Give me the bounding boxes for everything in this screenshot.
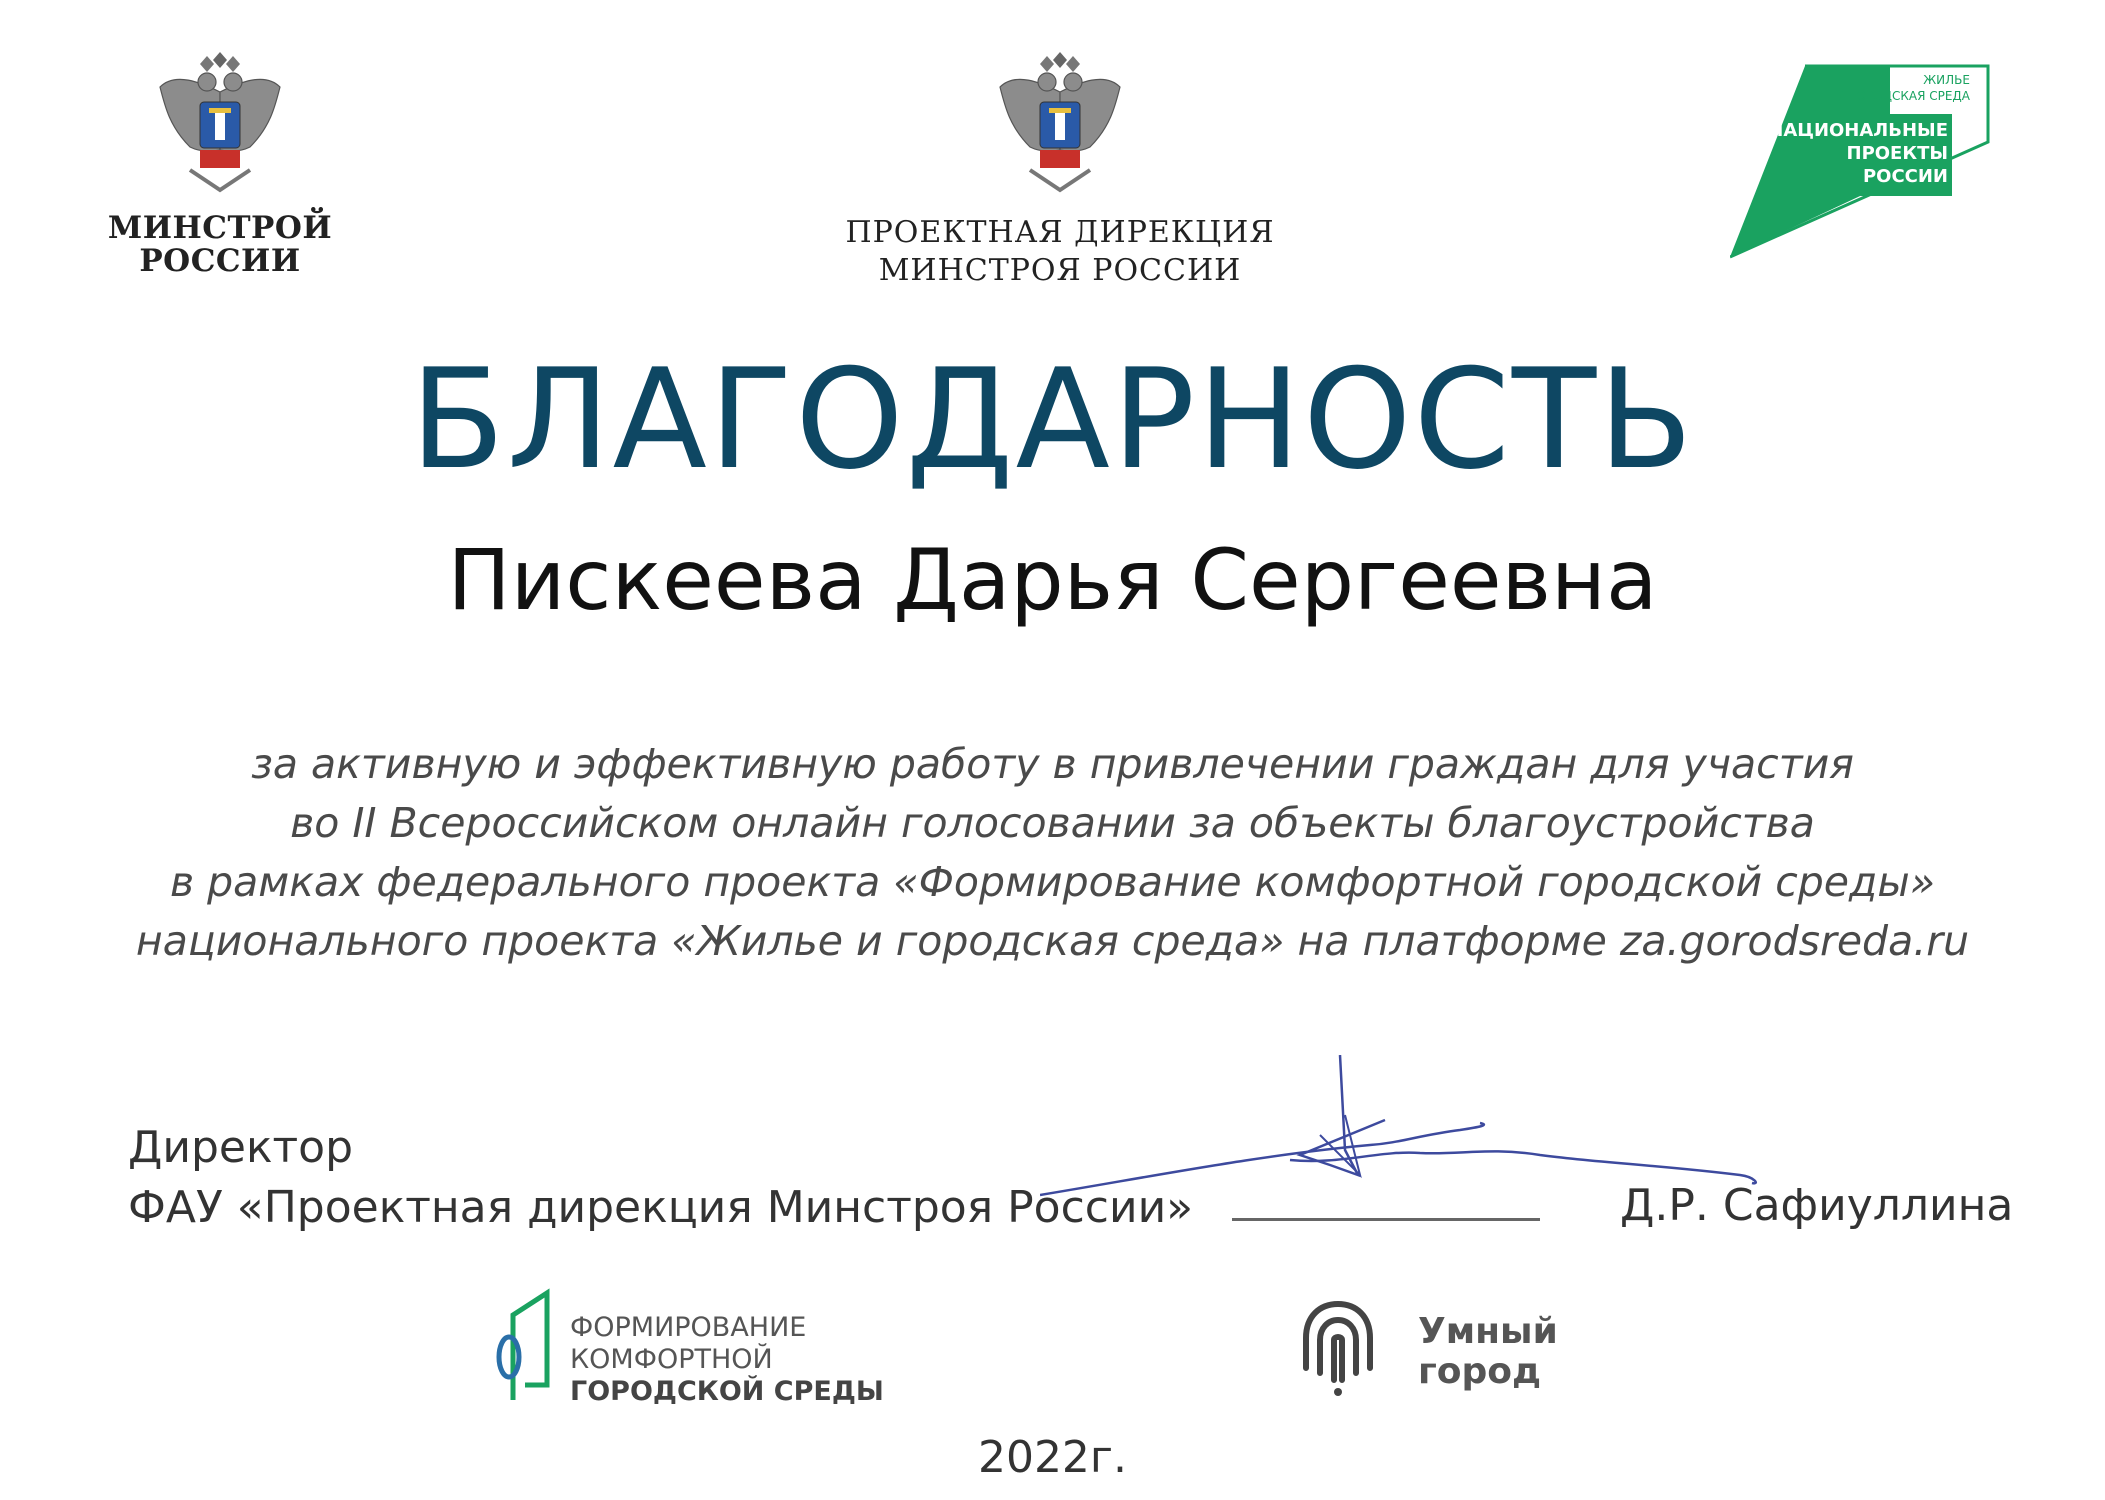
natproj-small-line-2: И ГОРОДСКАЯ СРЕДА	[1836, 89, 1970, 103]
signatory-organization: ФАУ «Проектная дирекция Минстроя России»	[128, 1182, 1194, 1233]
reason-line: за активную и эффективную работу в привлечении граждан для участия	[251, 740, 1854, 788]
eagle-emblem-icon	[985, 52, 1135, 202]
recipient-name: Пискеева Дарья Сергеевна	[447, 531, 1658, 629]
eagle-emblem-icon	[145, 52, 295, 202]
signatory-position: Директор	[128, 1122, 354, 1173]
signer-name: Д.Р. Сафиуллина	[1620, 1180, 2014, 1231]
reason-line: национального проекта «Жилье и городская среда» на платформе za.gorodsreda.ru	[135, 917, 1970, 965]
natproj-big-line-2: ПРОЕКТЫ	[1846, 143, 1948, 164]
natproj-big-line-3: РОССИИ	[1862, 166, 1948, 187]
national-projects-logo	[1730, 62, 1990, 262]
natproj-big-line-1: НАЦИОНАЛЬНЫЕ	[1768, 120, 1948, 141]
fingerprint-icon	[1298, 1298, 1378, 1398]
certificate-year: 2022г.	[977, 1432, 1128, 1483]
reason-line: во II Всероссийском онлайн голосовании за объекты благоустройства	[290, 799, 1815, 847]
reason-line: в рамках федерального проекта «Формирование комфортной городской среды»	[169, 858, 1936, 906]
natproj-small-line-1: ЖИЛЬЕ	[1923, 73, 1970, 87]
comfortable-city-logo-icon	[495, 1285, 555, 1405]
org-name-project-directorate: ПРОЕКТНАЯ ДИРЕКЦИЯ МИНСТРОЯ РОССИИ	[845, 215, 1275, 288]
signature-line	[1232, 1218, 1540, 1221]
certificate-reason	[80, 735, 2025, 971]
certificate-title: БЛАГОДАРНОСТЬ	[410, 339, 1695, 500]
signatory-title	[128, 1118, 1193, 1238]
org-name-minstroy: МИНСТРОЙ РОССИИ	[107, 210, 333, 279]
comfortable-city-logo-text: ФОРМИРОВАНИЕ КОМФОРТНОЙ ГОРОДСКОЙ СРЕДЫ	[570, 1312, 884, 1407]
smart-city-logo-text: Умный город	[1418, 1311, 1558, 1392]
